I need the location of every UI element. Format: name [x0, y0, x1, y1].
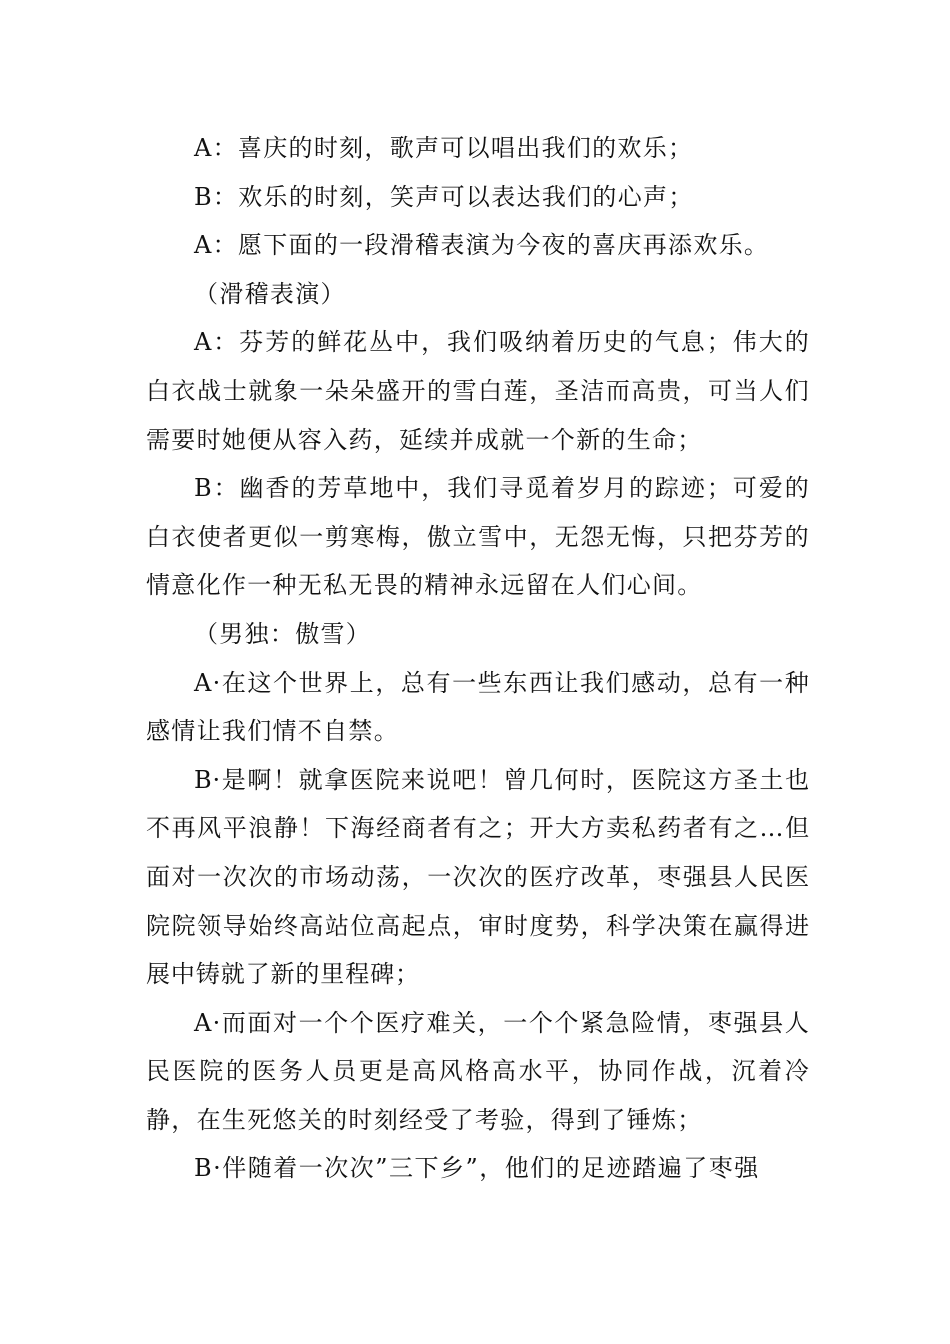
stage-direction-comedy: （滑稽表演）: [194, 279, 346, 308]
paragraph-a-moved: A·在这个世界上，总有一些东西让我们感动，总有一种感情让我们情不自禁。: [146, 668, 810, 746]
paragraph-b-hospital-reform: B·是啊！就拿医院来说吧！曾几何时，医院这方圣土也不再风平浪静！下海经商者有之；开大方卖私药者有之…但面对一次次的市场动荡，一次次的医疗改革，枣强县人民医院院领导始终高站位高起点，审时度势，科学决策在赢得进展中铸就了新的里程碑；: [146, 765, 810, 989]
paragraph-a-white-lotus: A：芬芳的鲜花丛中，我们吸纳着历史的气息；伟大的白衣战士就象一朵朵盛开的雪白莲，圣洁而高贵，可当人们需要时她便从容入药，延续并成就一个新的生命；: [146, 328, 810, 454]
paragraph-a-joy: A：喜庆的时刻，歌声可以唱出我们的欢乐；: [194, 134, 694, 162]
stage-direction-male-solo: （男独：傲雪）: [194, 619, 372, 648]
document-body: [146, 124, 810, 1193]
paragraph-b-laughter: B：欢乐的时刻，笑声可以表达我们的心声；: [194, 182, 694, 211]
paragraph-b-winter-plum: B：幽香的芳草地中，我们寻觅着岁月的踪迹；可爱的白衣使者更似一剪寒梅，傲立雪中，无怨无悔，只把芬芳的情意化作一种无私无畏的精神永远留在人们心间。: [146, 474, 810, 600]
paragraph-a-medical-staff: A·而面对一个个医疗难关，一个个紧急险情，枣强县人民医院的医务人员更是高风格高水平，协同作战，沉着冷静，在生死悠关的时刻经受了考验，得到了锤炼；: [146, 1008, 810, 1134]
paragraph-b-countryside: B·伴随着一次次”三下乡”，他们的足迹踏遍了枣强: [194, 1154, 760, 1183]
paragraph-a-comedy-intro: A：愿下面的一段滑稽表演为今夜的喜庆再添欢乐。: [194, 231, 770, 260]
